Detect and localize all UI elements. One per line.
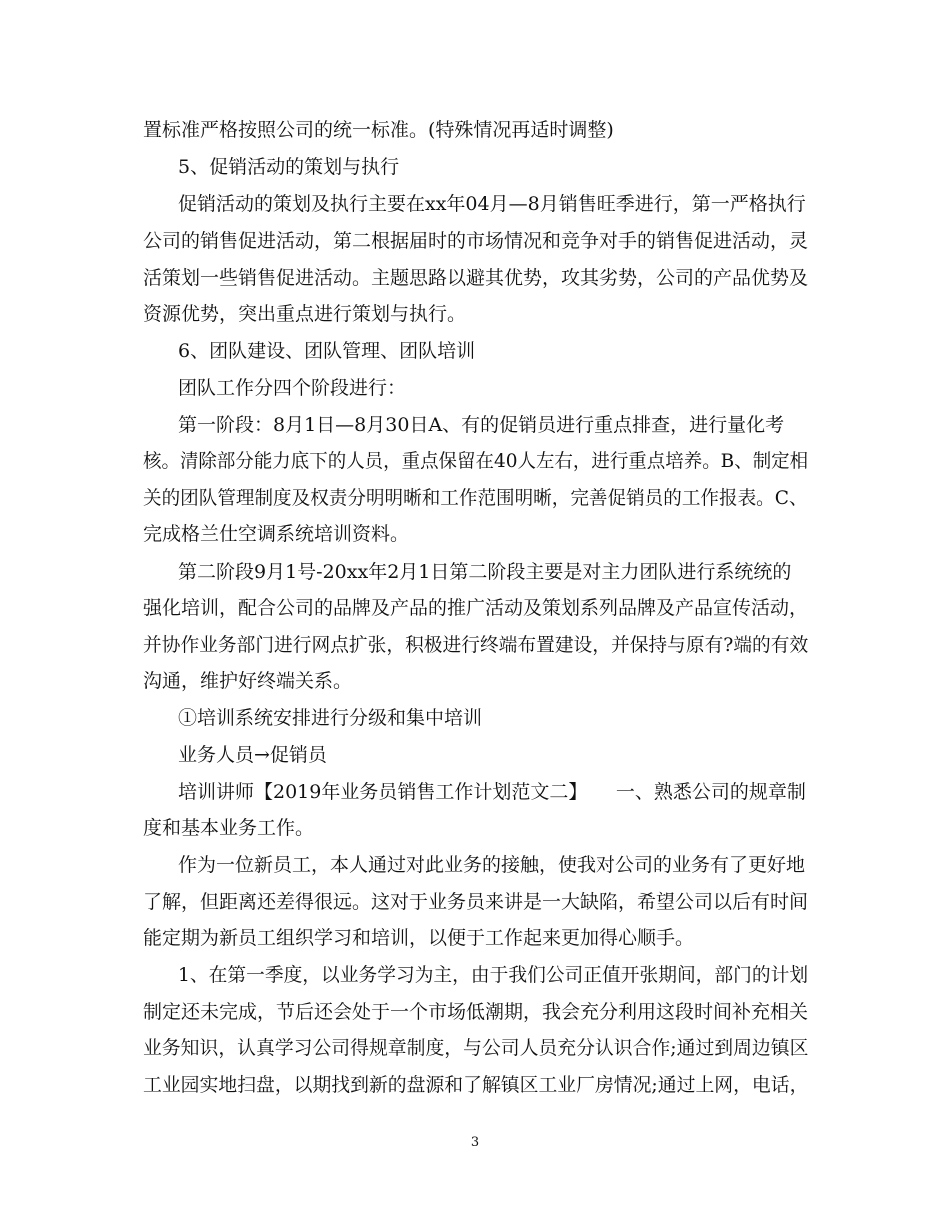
page-number: 3 [470,1135,480,1150]
text-line: 公司的销售促进活动，第二根据届时的市场情况和竞争对手的销售促进活动，灵 [143,230,809,252]
text-line: 能定期为新员工组织学习和培训，以便于工作起来更加得心顺手。 [143,927,695,949]
text-line: 置标准严格按照公司的统一标准。(特殊情况再适时调整) [143,119,614,141]
text-line: 第二阶段9月1号-20xx年2月1日第二阶段主要是对主力团队进行系统统的 [178,561,792,583]
text-line: 1、在第一季度，以业务学习为主，由于我们公司正值开张期间，部门的计划 [178,964,809,986]
text-line: 活策划一些销售促进活动。主题思路以避其优势，攻其劣势，公司的产品优势及 [143,267,809,289]
text-line: 第一阶段：8月1日—8月30日A、有的促销员进行重点排查，进行量化考 [178,414,785,436]
text-line: 了解，但距离还差得很远。这对于业务员来讲是一大缺陷，希望公司以后有时间 [143,891,809,913]
text-line: 资源优势，突出重点进行策划与执行。 [143,303,467,325]
text-line: 团队工作分四个阶段进行： [178,377,407,399]
text-line: 完成格兰仕空调系统培训资料。 [143,523,410,545]
text-line: 核。清除部分能力底下的人员，重点保留在40人左右，进行重点培养。B、制定相 [143,450,809,472]
text-line: 培训讲师【2019年业务员销售工作计划范文二】 一、熟悉公司的规章制 [178,781,806,803]
text-line: 度和基本业务工作。 [143,817,315,839]
text-line: 作为一位新员工，本人通过对此业务的接触，使我对公司的业务有了更好地 [178,854,806,876]
text-line: 促销活动的策划及执行主要在xx年04月—8月销售旺季进行，第一严格执行 [178,193,806,215]
text-line: 工业园实地扫盘，以期找到新的盘源和了解镇区工业厂房情况;通过上网，电话， [143,1074,809,1096]
text-line: 强化培训，配合公司的品牌及产品的推广活动及策划系列品牌及产品宣传活动， [143,597,809,619]
text-line: 业务知识，认真学习公司得规章制度，与公司人员充分认识合作;通过到周边镇区 [143,1037,809,1059]
text-line: ①培训系统安排进行分级和集中培训 [178,707,483,729]
text-line: 沟通，维护好终端关系。 [143,670,353,692]
text-line: 业务人员→促销员 [178,744,327,766]
section-heading: 6、团队建设、团队管理、团队培训 [178,340,476,362]
text-line: 关的团队管理制度及权责分明明晰和工作范围明晰，完善促销员的工作报表。C、 [143,487,808,509]
section-heading: 5、促销活动的策划与执行 [178,156,400,178]
text-line: 制定还未完成，节后还会处于一个市场低潮期，我会充分利用这段时间补充相关 [143,1001,809,1023]
text-line: 并协作业务部门进行网点扩张，积极进行终端布置建设，并保持与原有?端的有效 [143,634,809,656]
